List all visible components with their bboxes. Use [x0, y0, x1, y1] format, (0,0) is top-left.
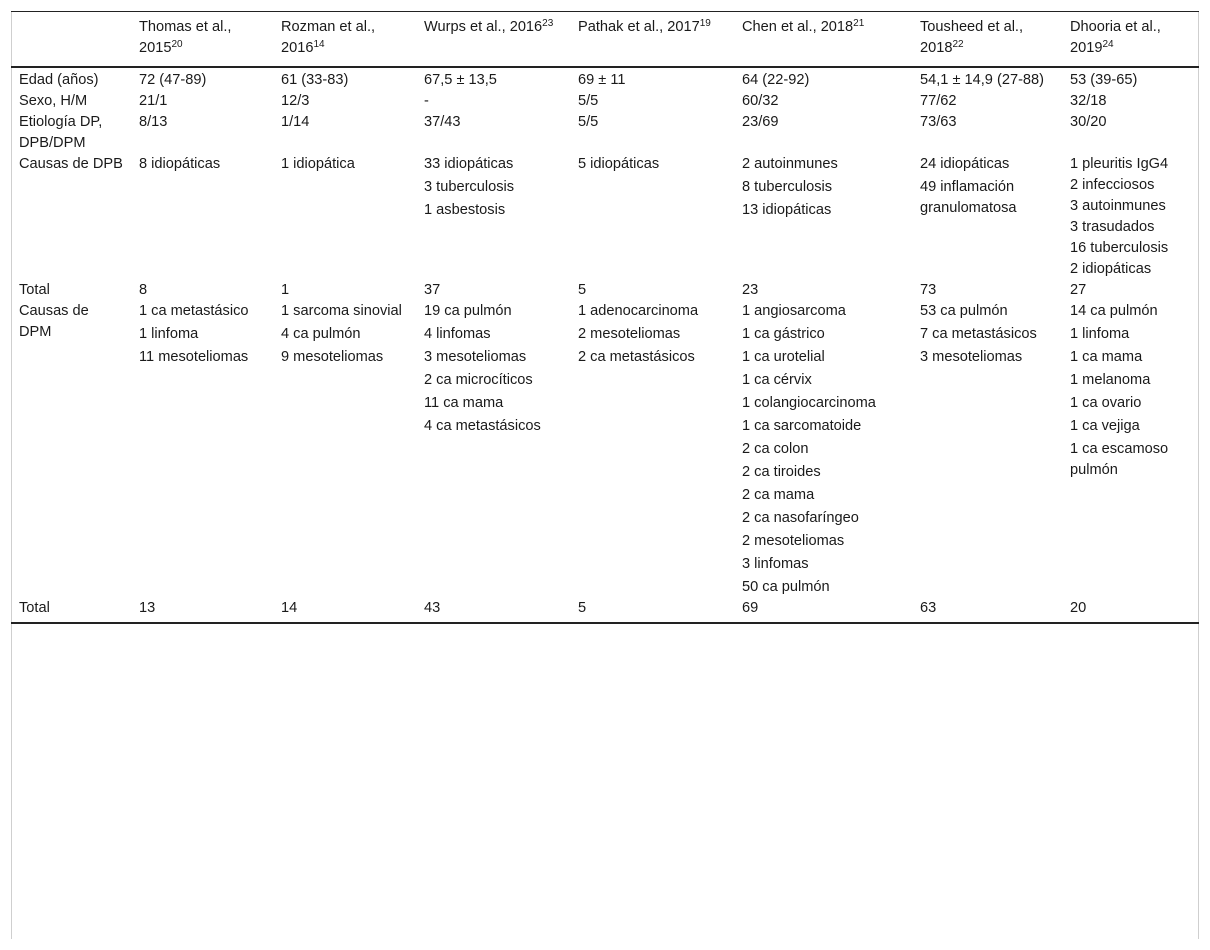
- table-cell: 1: [281, 281, 290, 298]
- table-cell: [912, 154, 1062, 280]
- cause-item: 3 tuberculosis: [424, 178, 515, 195]
- row-sexo: [11, 91, 1199, 112]
- cause-item: 2 idiopáticas: [1070, 260, 1152, 277]
- table-cell: [912, 301, 1062, 598]
- table-cell: 61 (33-83): [281, 71, 349, 88]
- cause-item: 3 linfomas: [742, 555, 809, 572]
- cause-item: 1 ca sarcomatoide: [742, 417, 862, 434]
- cause-item: 3 mesoteliomas: [920, 348, 1023, 365]
- cause-item: 11 mesoteliomas: [139, 348, 249, 365]
- cause-item: 2 ca mama: [742, 486, 815, 503]
- table-cell: [131, 154, 273, 280]
- table-cell: 12/3: [281, 92, 310, 109]
- header-study: Tousheed et al., 2018$^{22}$: [912, 12, 1062, 67]
- table-cell: 37: [424, 281, 441, 298]
- cause-item: 2 ca microcíticos: [424, 371, 533, 388]
- cause-item: 4 ca pulmón: [281, 325, 361, 342]
- row-causas-dpb: [11, 154, 1199, 280]
- table-cell: [273, 154, 416, 280]
- header-study: Chen et al., 2018$^{21}$: [734, 12, 912, 67]
- cause-item: 13 idiopáticas: [742, 201, 832, 218]
- table-cell: [734, 154, 912, 280]
- table-cell: [416, 154, 570, 280]
- table-cell: 5/5: [578, 113, 599, 130]
- table-cell: [1062, 301, 1199, 598]
- cause-item: 1 sarcoma sinovial: [281, 302, 402, 319]
- cause-item: 2 ca metastásicos: [578, 348, 695, 365]
- table-cell: 13: [131, 598, 273, 623]
- table-cell: 69 ± 11: [578, 71, 626, 88]
- table-cell: 63: [912, 598, 1062, 623]
- row-label: Total: [11, 598, 131, 623]
- table-cell: 37/43: [424, 113, 461, 130]
- table-cell: 72 (47-89): [139, 71, 207, 88]
- table-cell: 20: [1062, 598, 1199, 623]
- table-cell: [570, 301, 734, 598]
- cause-item: 24 idiopáticas: [920, 155, 1010, 172]
- row-label: Sexo, H/M: [19, 92, 88, 109]
- table-cell: 21/1: [139, 92, 168, 109]
- cause-item: 2 ca colon: [742, 440, 809, 457]
- row-causas-dpm: [11, 301, 1199, 598]
- cause-item: 2 infecciosos: [1070, 176, 1155, 193]
- cause-item: 1 ca ovario: [1070, 394, 1142, 411]
- cause-item: 2 autoinmunes: [742, 155, 838, 172]
- cause-item: 1 angiosarcoma: [742, 302, 846, 319]
- cause-item: 14 ca pulmón: [1070, 302, 1158, 319]
- cause-item: 1 ca metastásico: [139, 302, 249, 319]
- table-cell: 5: [570, 598, 734, 623]
- cause-item: 1 idiopática: [281, 155, 355, 172]
- table-cell: -: [424, 92, 429, 109]
- table-cell: 67,5 ± 13,5: [424, 71, 497, 88]
- table-cell: 73: [920, 281, 937, 298]
- cause-item: 1 ca vejiga: [1070, 417, 1140, 434]
- table-cell: 5/5: [578, 92, 599, 109]
- table-cell: 8: [139, 281, 148, 298]
- table-cell: 32/18: [1070, 92, 1107, 109]
- cause-item: 53 ca pulmón: [920, 302, 1008, 319]
- cause-item: 49 inflamación granulomatosa: [920, 178, 1017, 216]
- table-cell: 54,1 ± 14,9 (27-88): [920, 71, 1045, 88]
- table-cell: 69: [734, 598, 912, 623]
- table-cell: [1062, 154, 1199, 280]
- cause-item: 2 mesoteliomas: [578, 325, 681, 342]
- header-study: Rozman et al., 2016$^{14}$: [273, 12, 416, 67]
- cause-item: 1 ca mama: [1070, 348, 1143, 365]
- cause-item: 3 mesoteliomas: [424, 348, 527, 365]
- cause-item: 1 ca escamoso pulmón: [1070, 440, 1169, 478]
- cause-item: 5 idiopáticas: [578, 155, 660, 172]
- cause-item: 1 ca gástrico: [742, 325, 825, 342]
- cause-item: 1 linfoma: [139, 325, 199, 342]
- cause-item: 8 tuberculosis: [742, 178, 833, 195]
- table-cell: [570, 154, 734, 280]
- header-empty: [11, 12, 131, 67]
- table-cell: 64 (22-92): [742, 71, 810, 88]
- cause-item: 8 idiopáticas: [139, 155, 221, 172]
- table-cell: 14: [273, 598, 416, 623]
- cause-item: 16 tuberculosis: [1070, 239, 1169, 256]
- row-label: Etiología DP, DPB/DPM: [19, 113, 103, 151]
- header-study: Wurps et al., 2016$^{23}$: [416, 12, 570, 67]
- cause-item: 3 trasudados: [1070, 218, 1155, 235]
- header-study: Pathak et al., 2017$^{19}$: [570, 12, 734, 67]
- cause-item: 9 mesoteliomas: [281, 348, 384, 365]
- table-cell: 30/20: [1070, 113, 1107, 130]
- header-study: Thomas et al., 2015$^{20}$: [131, 12, 273, 67]
- table-cell: 53 (39-65): [1070, 71, 1138, 88]
- cause-item: 1 melanoma: [1070, 371, 1151, 388]
- header-study: Dhooria et al., 2019$^{24}$: [1062, 12, 1199, 67]
- table-cell: [273, 301, 416, 598]
- table-cell: 23: [742, 281, 759, 298]
- row-label: Causas de DPM: [19, 302, 89, 340]
- cause-item: 33 idiopáticas: [424, 155, 514, 172]
- table-cell: 27: [1070, 281, 1087, 298]
- table-cell: [131, 301, 273, 598]
- cause-item: 1 ca cérvix: [742, 371, 812, 388]
- cause-item: 2 ca nasofaríngeo: [742, 509, 859, 526]
- cause-item: 11 ca mama: [424, 394, 504, 411]
- table-cell: 73/63: [920, 113, 957, 130]
- row-label: Total: [19, 281, 50, 298]
- table-cell: 77/62: [920, 92, 957, 109]
- cause-item: 3 autoinmunes: [1070, 197, 1166, 214]
- cause-item: 2 mesoteliomas: [742, 532, 845, 549]
- table-cell: 1/14: [281, 113, 310, 130]
- studies-comparison-table: [11, 11, 1199, 624]
- cause-item: 50 ca pulmón: [742, 578, 830, 595]
- table-cell: 23/69: [742, 113, 779, 130]
- cause-item: 1 pleuritis IgG4: [1070, 155, 1169, 172]
- row-label: Causas de DPB: [19, 155, 123, 172]
- row-etiologia: [11, 112, 1199, 154]
- table-cell: [734, 301, 912, 598]
- row-edad: [11, 67, 1199, 91]
- cause-item: 1 colangiocarcinoma: [742, 394, 876, 411]
- table-cell: [416, 301, 570, 598]
- table-cell: 60/32: [742, 92, 779, 109]
- cause-item: 1 asbestosis: [424, 201, 506, 218]
- cause-item: 7 ca metastásicos: [920, 325, 1037, 342]
- cause-item: 19 ca pulmón: [424, 302, 512, 319]
- row-total-dpb: [11, 280, 1199, 301]
- row-label: Edad (años): [19, 71, 99, 88]
- cause-item: 1 linfoma: [1070, 325, 1130, 342]
- table-cell: 5: [578, 281, 587, 298]
- header-row: [11, 12, 1199, 67]
- table-cell: 8/13: [139, 113, 168, 130]
- cause-item: 2 ca tiroides: [742, 463, 821, 480]
- cause-item: 4 linfomas: [424, 325, 491, 342]
- row-total-dpm: [11, 598, 1199, 623]
- cause-item: 1 ca urotelial: [742, 348, 825, 365]
- cause-item: 4 ca metastásicos: [424, 417, 541, 434]
- cause-item: 1 adenocarcinoma: [578, 302, 699, 319]
- table-cell: 43: [416, 598, 570, 623]
